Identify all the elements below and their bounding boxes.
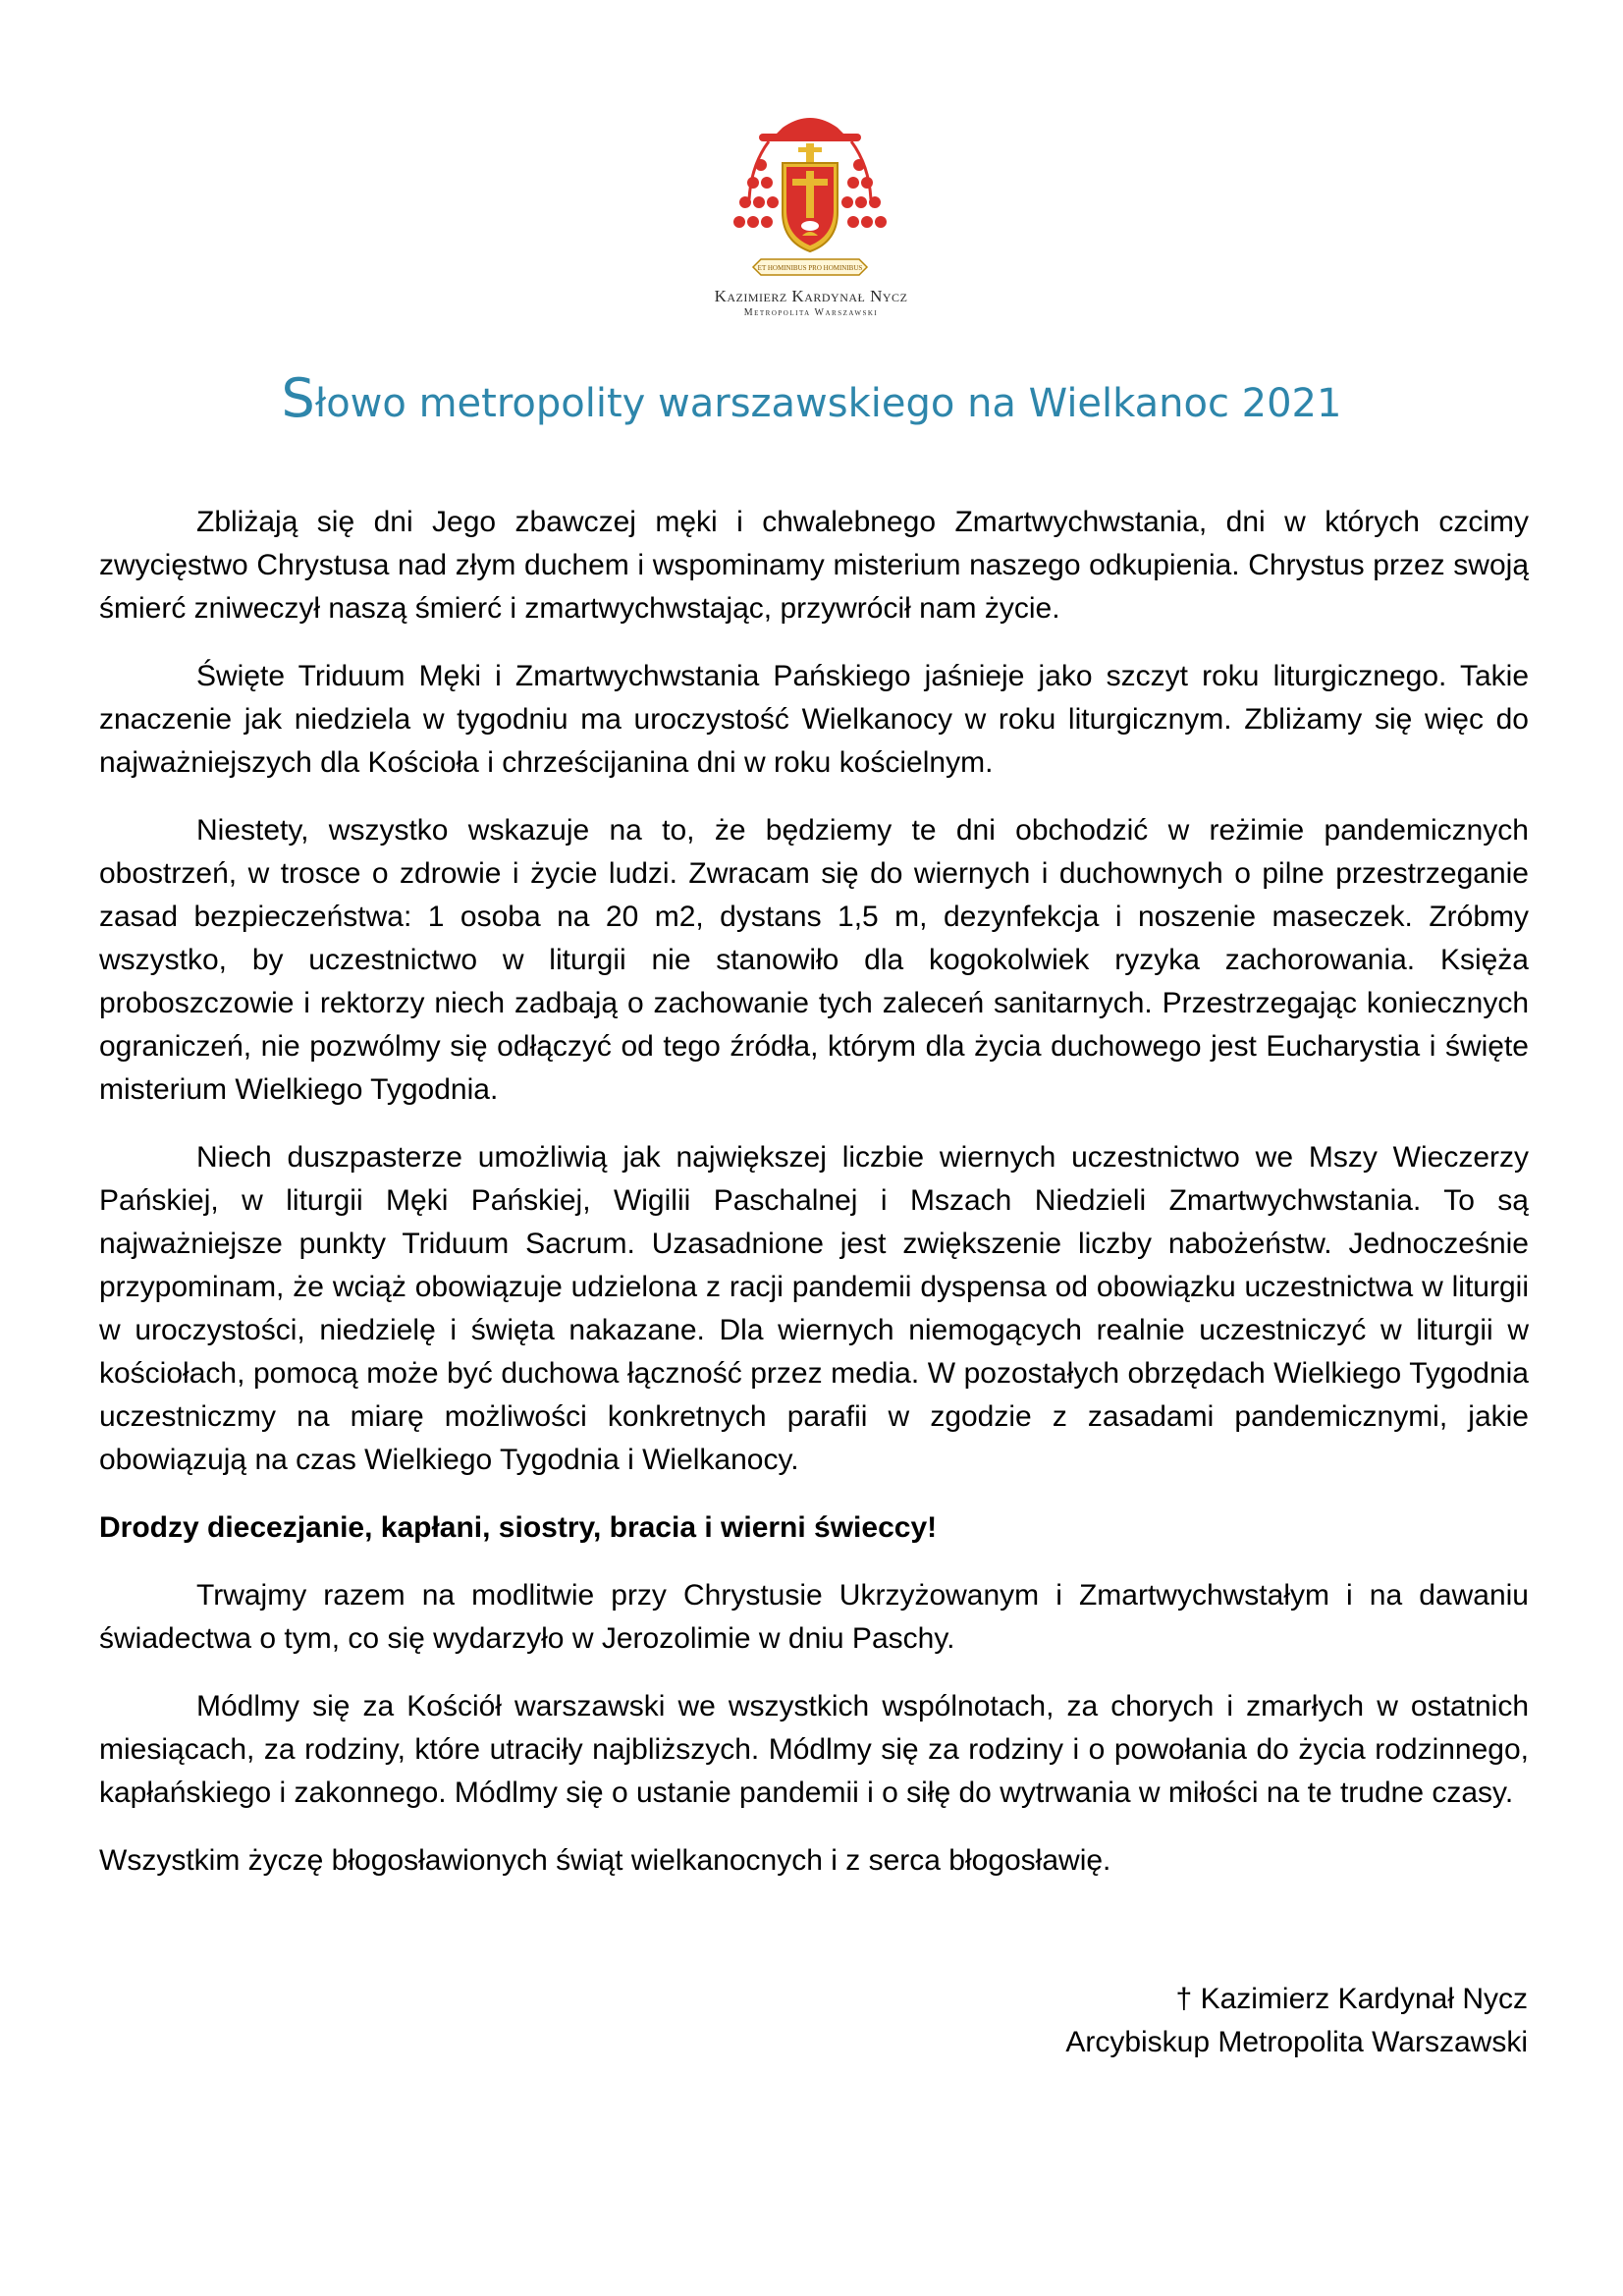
motto-text: ET HOMINIBUS PRO HOMINIBUS [757, 264, 863, 272]
closing-position: Arcybiskup Metropolita Warszawski [1065, 2026, 1528, 2058]
closing-signature [1065, 1978, 1528, 2064]
blessing: Wszystkim życzę błogosławionych świąt wielkanocnych i z serca błogosławię. [99, 1844, 1111, 1877]
paragraph-5: Trwajmy razem na modlitwie przy Chrystusie Ukrzyżowanym i Zmartwychwstałym i na dawaniu świadectwa o tym, co się wydarzyło w Jerozolimie w dniu Paschy. [99, 1579, 1529, 1655]
paragraph-6: Módlmy się za Kościół warszawski we wszystkich wspólnotach, za chorych i zmarłych w ostatnich miesiącach, za rodziny, które utraciły najbliższych. Módlmy się za rodziny i o powołania do życia rodzinnego, kapłańskiego i zakonnego. Módlmy się o ustanie pandemii i o siłę do wytrwania w miłości na te trudne czasy. [99, 1690, 1529, 1809]
paragraph-2: Święte Triduum Męki i Zmartwychwstania Pańskiego jaśnieje jako szczyt roku liturgicznego. Takie znaczenie jak niedziela w tygodniu ma uroczystość Wielkanocy w roku liturgicznym. Zbliżamy się więc do najważniejszych dla Kościoła i chrześcijanina dni w roku kościelnym. [99, 660, 1529, 779]
header-name: Kazimierz Kardynał Nycz [714, 287, 908, 305]
paragraph-1: Zbliżają się dni Jego zbawczej męki i chwalebnego Zmartwychwstania, dni w których czcimy zwycięstwo Chrystusa nad złym duchem i wspominamy misterium naszego odkupienia. Chrystus przez swoją śmierć zniweczył naszą śmierć i zmartwychwstając, przywrócił nam życie. [99, 506, 1529, 625]
paragraph-3: Niestety, wszystko wskazuje na to, że będziemy te dni obchodzić w reżimie pandemicznych obostrzeń, w trosce o zdrowie i życie ludzi. Zwracam się do wiernych i duchownych o pilne przestrzeganie zasad bezpieczeństwa: 1 osoba na 20 m2, dystans 1,5 m, dezynfekcja i noszenie maseczek. Zróbmy wszystko, by uczestnictwo w liturgii nie stanowiło dla kogokolwiek ryzyka zachorowania. Księża proboszczowie i rektorzy niech zadbają o zachowanie tych zaleceń sanitarnych. Przestrzegając koniecznych ograniczeń, nie pozwólmy się odłączyć od tego źródła, którym dla życia duchowego jest Eucharystia i święte misterium Wielkiego Tygodnia. [99, 814, 1529, 1106]
salutation: Drodzy diecezjanie, kapłani, siostry, bracia i wierni świeccy! [99, 1511, 938, 1544]
closing-name: † Kazimierz Kardynał Nycz [1175, 1983, 1528, 2015]
paragraph-4: Niech duszpasterze umożliwią jak największej liczbie wiernych uczestnictwo we Mszy Wieczerzy Pańskiej, w liturgii Męki Pańskiej, Wigilii Paschalnej i Mszach Niedzieli Zmartwychwstania. To są najważniejsze punkty Triduum Sacrum. Uzasadnione jest zwiększenie liczby nabożeństw. Jednocześnie przypominam, że wciąż obowiązuje udzielona z racji pandemii dyspensa od obowiązku uczestnictwa w liturgii w uroczystości, niedzielę i święta nakazane. Dla wiernych niemogących realnie uczestniczyć w liturgii w kościołach, pomocą może być duchowa łączność przez media. W pozostałych obrzędach Wielkiego Tygodnia uczestniczmy na miarę możliwości konkretnych parafii w zgodzie z zasadami pandemicznymi, jakie obowiązują na czas Wielkiego Tygodnia i Wielkanocy. [99, 1141, 1529, 1476]
coat-of-arms-icon [722, 106, 898, 283]
document-title: Słowo metropolity warszawskiego na Wielkanoc 2021 [281, 367, 1342, 429]
document-body [99, 501, 1529, 1907]
header-signature [615, 287, 1007, 320]
header-title: Metropolita Warszawski [743, 307, 879, 318]
